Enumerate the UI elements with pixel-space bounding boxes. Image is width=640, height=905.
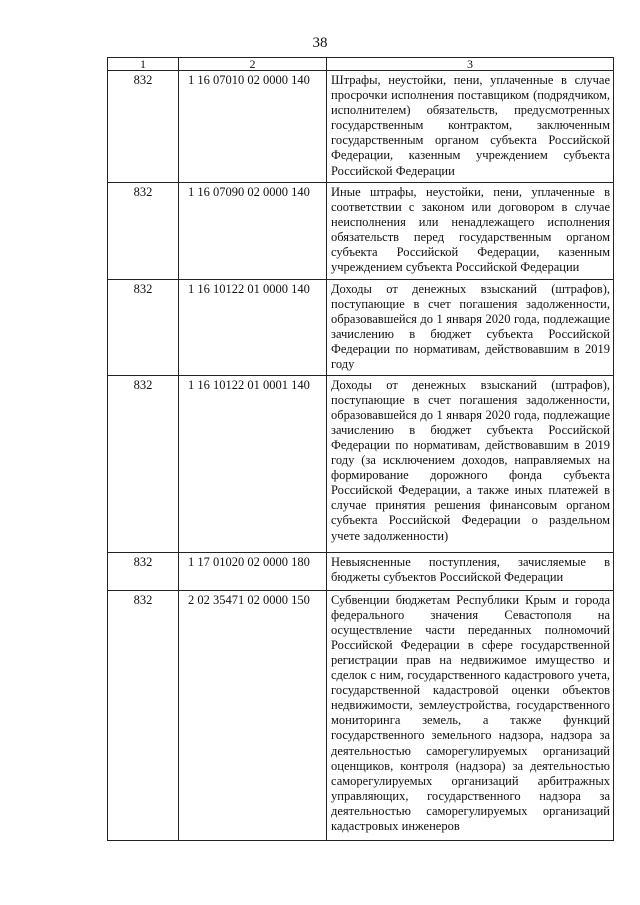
budget-code-cell: 1 16 07090 02 0000 140 [179,183,327,280]
table-row [108,280,614,376]
admin-code-cell: 832 [108,280,179,376]
column-header-3: 3 [327,58,614,71]
table-header-row [108,58,614,71]
description-cell: Доходы от денежных взысканий (штрафов), поступающие в счет погашения задолженности, образовавшейся до 1 января 2020 года, подлежащие зачислению в бюджет субъекта Российской Федерации по нормативам, действовавшим в 2019 году (за исключением доходов, направляемых на формирование дорожного фонда субъекта Российской Федерации, а также иных платежей в случае принятия решения финансовым органом субъекта Российской Федерации о раздельном учете задолженности) [327,375,614,552]
table-row [108,552,614,590]
table-row [108,71,614,183]
column-header-2: 2 [179,58,327,71]
table-row [108,375,614,552]
admin-code-cell: 832 [108,590,179,840]
budget-code-cell: 1 16 07010 02 0000 140 [179,71,327,183]
description-cell: Иные штрафы, неустойки, пени, уплаченные в соответствии с законом или договором в случае неисполнения или ненадлежащего исполнения обязательств перед государственным органом субъекта Российской Федерации, казенным учреждением субъекта Российской Федерации [327,183,614,280]
description-cell: Штрафы, неустойки, пени, уплаченные в случае просрочки исполнения поставщиком (подрядчиком, исполнителем) обязательств, предусмотренных государственным контрактом, заключенным государственным органом субъекта Российской Федерации, казенным учреждением субъекта Российской Федерации [327,71,614,183]
description-cell: Субвенции бюджетам Республики Крым и города федерального значения Севастополя на осуществление части переданных полномочий Российской Федерации в сфере государственной регистрации прав на недвижимое имущество и сделок с ним, государственного кадастрового учета, государственной кадастровой оценки объектов недвижимости, землеустройства, государственного мониторинга земель, а также функций государственного земельного надзора, надзора за деятельностью саморегулируемых организаций оценщиков, контроля (надзора) за деятельностью саморегулируемых организаций арбитражных управляющих, государственного надзора за деятельностью саморегулируемых организаций кадастровых инженеров [327,590,614,840]
table-row [108,590,614,840]
description-cell: Невыясненные поступления, зачисляемые в бюджеты субъектов Российской Федерации [327,552,614,590]
admin-code-cell: 832 [108,71,179,183]
page-number: 38 [312,35,328,51]
budget-code-cell: 1 17 01020 02 0000 180 [179,552,327,590]
table-row [108,183,614,280]
admin-code-cell: 832 [108,375,179,552]
budget-code-cell: 1 16 10122 01 0001 140 [179,375,327,552]
description-cell: Доходы от денежных взысканий (штрафов), поступающие в счет погашения задолженности, образовавшейся до 1 января 2020 года, подлежащие зачислению в бюджет субъекта Российской Федерации по нормативам, действовавшим в 2019 году [327,280,614,376]
budget-code-cell: 2 02 35471 02 0000 150 [179,590,327,840]
budget-code-cell: 1 16 10122 01 0000 140 [179,280,327,376]
revenue-codes-table [107,57,614,841]
column-header-1: 1 [108,58,179,71]
admin-code-cell: 832 [108,183,179,280]
admin-code-cell: 832 [108,552,179,590]
